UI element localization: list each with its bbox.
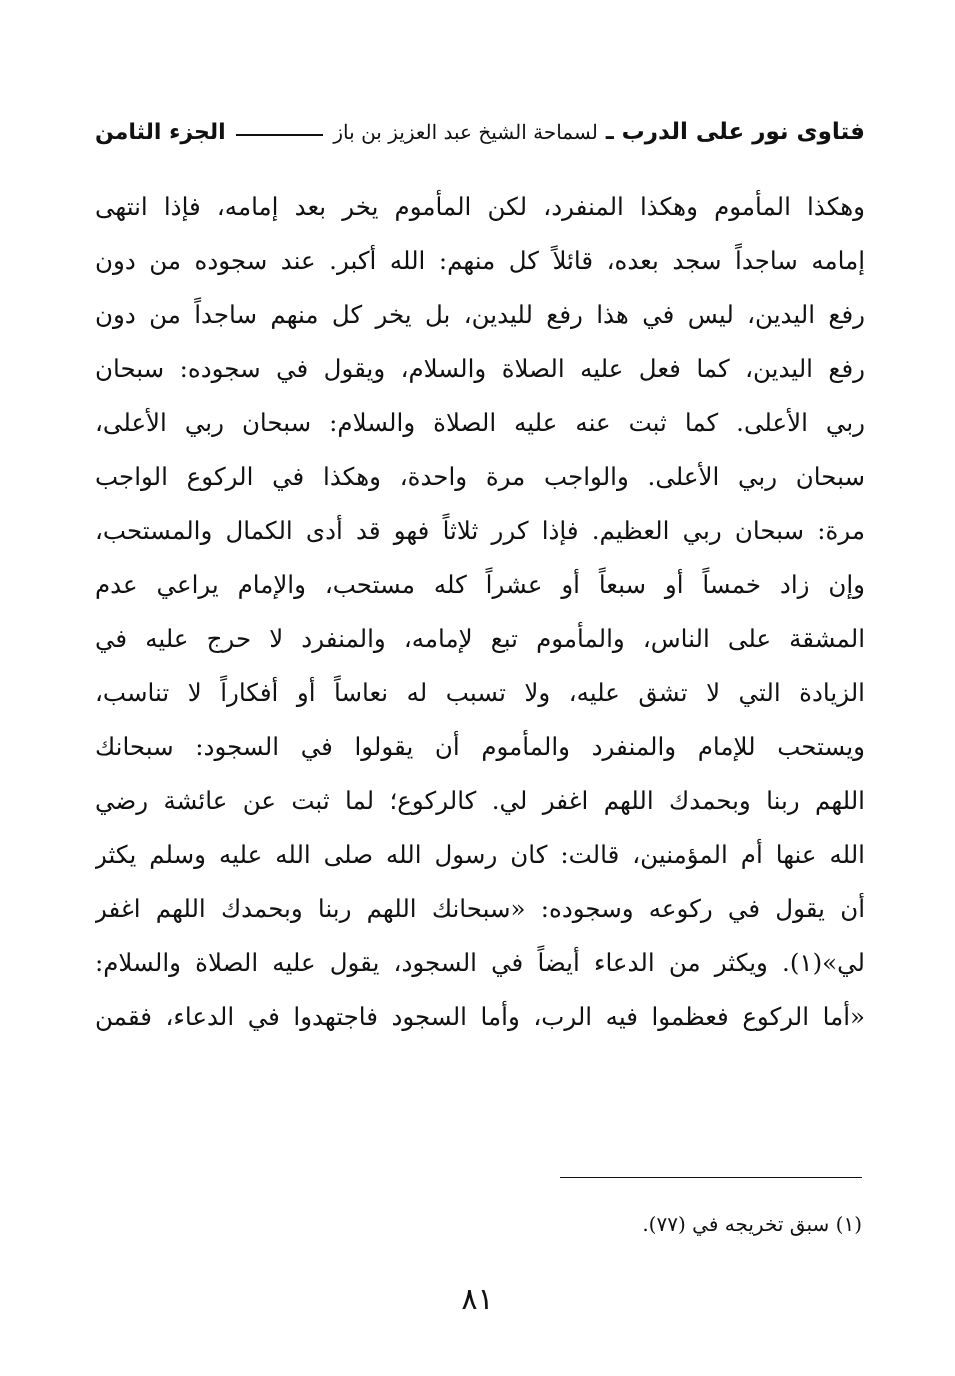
text-line: مرة: سبحان ربي العظيم. فإذا كرر ثلاثاً فهو قد أدى الكمال والمستحب، xyxy=(95,516,865,545)
footnote: (١) سبق تخريجه في (٧٧). xyxy=(642,1212,862,1236)
text-line: اللهم ربنا وبحمدك اللهم اغفر لي. كالركوع؛ لما ثبت عن عائشة رضي xyxy=(95,786,865,815)
text-line: وهكذا المأموم وهكذا المنفرد، لكن المأموم يخر بعد إمامه، فإذا انتهى xyxy=(95,192,865,221)
body-text xyxy=(95,180,865,1044)
text-line: ربي الأعلى. كما ثبت عنه عليه الصلاة والسلام: سبحان ربي الأعلى، xyxy=(95,408,865,437)
volume-label: الجزء الثامن xyxy=(95,119,226,145)
text-line: إمامه ساجداً سجد بعده، قائلاً كل منهم: الله أكبر. عند سجوده من دون xyxy=(95,246,865,275)
running-header xyxy=(95,112,865,152)
author-name: لسماحة الشيخ عبد العزيز بن باز xyxy=(333,120,598,144)
page-number: ٨١ xyxy=(461,1282,494,1317)
text-line: أن يقول في ركوعه وسجوده: «سبحانك اللهم ربنا وبحمدك اللهم اغفر xyxy=(95,894,865,923)
text-line: لي»(١). ويكثر من الدعاء أيضاً في السجود، يقول عليه الصلاة والسلام: xyxy=(95,948,865,977)
text-line: سبحان ربي الأعلى. والواجب مرة واحدة، وهكذا في الركوع الواجب xyxy=(95,462,865,491)
book-title: فتاوى نور على الدرب ـ xyxy=(605,119,865,145)
text-line: رفع اليدين، كما فعل عليه الصلاة والسلام، ويقول في سجوده: سبحان xyxy=(95,354,865,383)
text-line: رفع اليدين، ليس في هذا رفع لليدين، بل يخر كل منهم ساجداً من دون xyxy=(95,300,865,329)
text-line: المشقة على الناس، والمأموم تبع لإمامه، والمنفرد لا حرج عليه في xyxy=(95,624,865,653)
text-line: وإن زاد خمساً أو سبعاً أو عشراً كله مستحب، والإمام يراعي عدم xyxy=(95,570,865,599)
text-line: الزيادة التي لا تشق عليه، ولا تسبب له نعاساً أو أفكاراً لا تناسب، xyxy=(95,678,865,707)
footnote-separator xyxy=(560,1177,862,1178)
text-line: ويستحب للإمام والمنفرد والمأموم أن يقولوا في السجود: سبحانك xyxy=(95,732,865,761)
text-line: «أما الركوع فعظموا فيه الرب، وأما السجود فاجتهدوا في الدعاء، فقمن xyxy=(95,1002,865,1031)
text-line: الله عنها أم المؤمنين، قالت: كان رسول الله صلى الله عليه وسلم يكثر xyxy=(95,840,865,869)
header-rule xyxy=(236,134,324,136)
